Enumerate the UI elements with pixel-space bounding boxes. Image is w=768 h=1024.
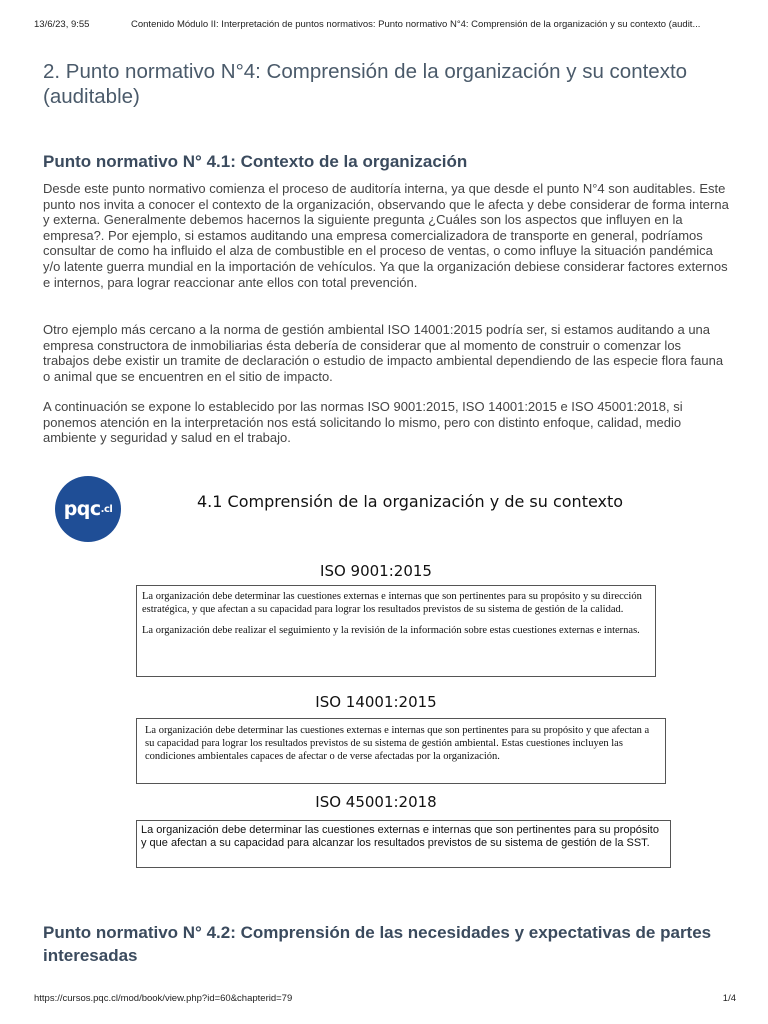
iso-9001-box [136, 585, 656, 677]
section-heading-4-1: Punto normativo N° 4.1: Contexto de la organización [43, 152, 468, 171]
figure-title: 4.1 Comprensión de la organización y de su contexto [197, 492, 624, 511]
print-url: https://cursos.pqc.cl/mod/book/view.php?id=60&chapterid=79 [34, 993, 293, 1004]
iso-14001-title: ISO 14001:2015 [315, 693, 437, 711]
print-header [0, 0, 768, 40]
pqc-logo [55, 476, 121, 542]
iso-comparison-figure [40, 468, 730, 888]
iso-45001-text: La organización debe determinar las cuestiones externas e internas que son pertinentes para su propósito y que afectan a su capacidad para alcanzar los resultados previstos de su sistema de gestión de la SST. [141, 824, 659, 849]
iso-9001-text-2: La organización debe realizar el seguimiento y la revisión de la información sobre estas cuestiones externas e internas. [142, 625, 640, 636]
iso-45001-title: ISO 45001:2018 [315, 793, 437, 811]
iso-14001-text: La organización debe determinar las cuestiones externas e internas que son pertinentes para su propósito y que afectan a su capacidad para lograr los resultados previstos de su sistema de gestión ambiental. Estas cuestiones incluyen las condiciones ambientales capaces de afectar o de verse afectadas por la organización. [145, 725, 650, 762]
page-title: 2. Punto normativo N°4: Comprensión de la organización y su contexto (auditable) [43, 60, 688, 108]
iso-45001-box [136, 820, 671, 868]
paragraph-3: A continuación se expone lo establecido por las normas ISO 9001:2015, ISO 14001:2015 e ISO 45001:2018, si ponemos atención en la interpretación nos está solicitando lo mismo, pero con distinto enfoque, calidad, medio ambiente y seguridad y salud en el trabajo. [43, 399, 683, 446]
iso-9001-text-1: La organización debe determinar las cuestiones externas e internas que son pertinentes para su propósito y su dirección estratégica, y que afectan a su capacidad para lograr los resultados previstos de su sistema de gestión de la calidad. [142, 591, 642, 615]
print-date: 13/6/23, 9:55 [34, 19, 90, 30]
iso-14001-box [136, 718, 666, 784]
paragraph-1: Desde este punto normativo comienza el proceso de auditoría interna, ya que desde el punto N°4 son auditables. Este punto nos invita a conocer el contexto de la organización, observando que le afecta y debe considerar de forma interna y externa. Generalmente debemos hacernos la siguiente pregunta ¿Cuáles son los aspectos que influyen en la empresa?. Por ejemplo, si estamos auditando una empresa comercializadora de transporte en general, podríamos consultar de como ha influido el alza de combustible en el proceso de ventas, o como influye la situación pandémica y/o latente guerra mundial en la importación de vehículos. Ya que la organización debiese considerar factores externos e internos, para lograr reaccionar ante ellos con total prevención. [43, 181, 729, 290]
print-footer [0, 990, 768, 1010]
logo-suffix: .cl [100, 503, 113, 515]
section-heading-4-2: Punto normativo N° 4.2: Comprensión de las necesidades y expectativas de partes interesadas [43, 923, 712, 965]
page-number: 1/4 [722, 993, 736, 1004]
paragraph-2: Otro ejemplo más cercano a la norma de gestión ambiental ISO 14001:2015 podría ser, si estamos auditando a una empresa constructora de inmobiliarias ésta debería de considerar que al momento de construir o comenzar los trabajos debe existir un tramite de declaración o estudio de impacto ambiental dependiendo de las especie flora fauna o animal que se encuentren en el sitio de impacto. [43, 322, 724, 384]
logo-text: pqc [63, 498, 101, 520]
iso-9001-title: ISO 9001:2015 [320, 562, 432, 580]
print-document-title: Contenido Módulo II: Interpretación de puntos normativos: Punto normativo N°4: Comprensión de la organización y su contexto (audit... [131, 19, 701, 30]
